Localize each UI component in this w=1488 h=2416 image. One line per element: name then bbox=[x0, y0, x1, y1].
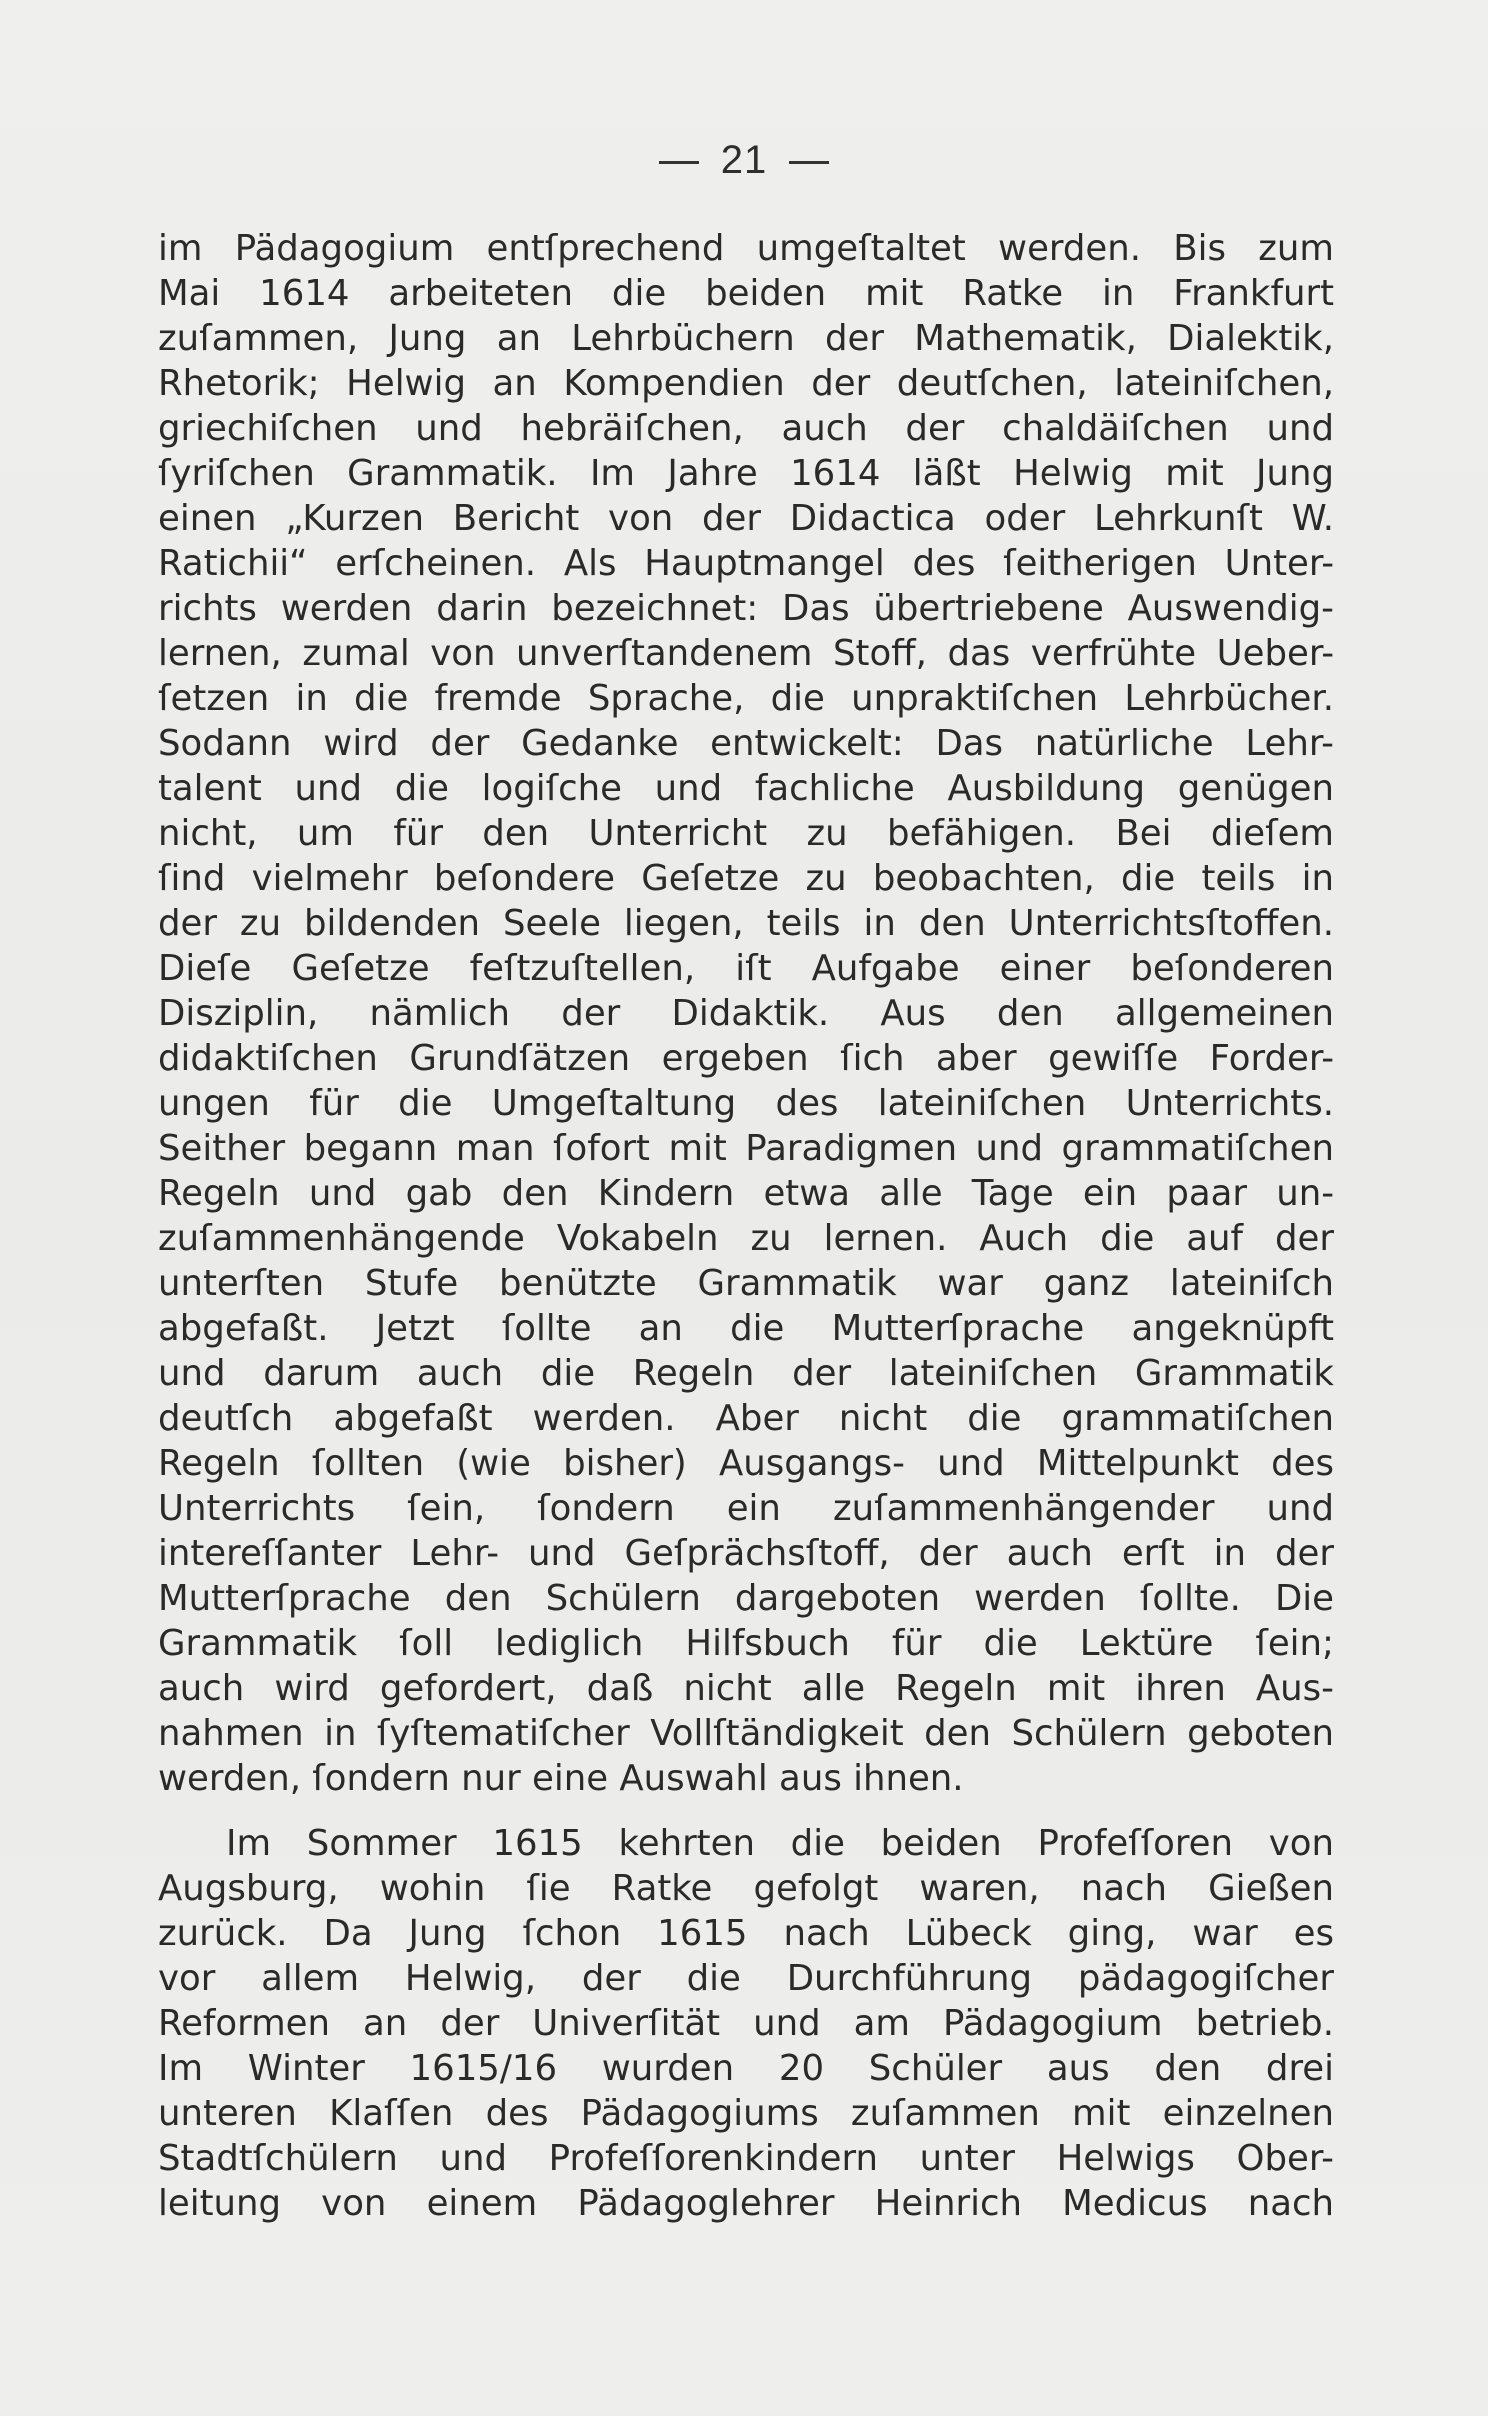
text-line: Im Sommer 1615 kehrten die beiden Profeſſoren von bbox=[226, 1823, 1334, 1864]
text-line: auch wird gefordert, daß nicht alle Regeln mit ihren Aus- bbox=[158, 1668, 1334, 1709]
text-line: im Pädagogium entſprechend umgeſtaltet werden. Bis zum bbox=[158, 228, 1334, 269]
text-line: zuſammenhängende Vokabeln zu lernen. Auch die auf der bbox=[158, 1218, 1334, 1259]
text-line: leitung von einem Pädagoglehrer Heinrich Medicus nach bbox=[158, 2183, 1334, 2224]
text-line: nahmen in ſyſtematiſcher Vollſtändigkeit den Schülern geboten bbox=[158, 1713, 1334, 1754]
text-line: ſyriſchen Grammatik. Im Jahre 1614 läßt Helwig mit Jung bbox=[158, 453, 1334, 494]
paragraph-gap bbox=[158, 1801, 1334, 1821]
text-line: Mai 1614 arbeiteten die beiden mit Ratke in Frankfurt bbox=[158, 273, 1334, 314]
text-line: richts werden darin bezeichnet: Das übertriebene Auswendig- bbox=[158, 588, 1334, 629]
text-line: unteren Klaſſen des Pädagogiums zuſammen mit einzelnen bbox=[158, 2093, 1334, 2134]
text-line: Stadtſchülern und Profeſſorenkindern unter Helwigs Ober- bbox=[158, 2138, 1334, 2179]
page-number-header bbox=[0, 138, 1488, 183]
text-line: nicht, um für den Unterricht zu befähigen. Bei dieſem bbox=[158, 813, 1334, 854]
dash-left bbox=[659, 161, 699, 164]
text-line: zurück. Da Jung ſchon 1615 nach Lübeck ging, war es bbox=[158, 1913, 1334, 1954]
text-line: griechiſchen und hebräiſchen, auch der chaldäiſchen und bbox=[158, 408, 1334, 449]
text-line: intereſſanter Lehr- und Geſprächsſtoff, der auch erſt in der bbox=[158, 1533, 1334, 1574]
text-line: und darum auch die Regeln der lateiniſchen Grammatik bbox=[158, 1353, 1334, 1394]
text-line: Regeln ſollten (wie bisher) Ausgangs- und Mittelpunkt des bbox=[158, 1443, 1334, 1484]
text-line: Dieſe Geſetze feſtzuſtellen, iſt Aufgabe einer beſonderen bbox=[158, 948, 1334, 989]
dash-right bbox=[789, 161, 829, 164]
text-line: Unterrichts ſein, ſondern ein zuſammenhängender und bbox=[158, 1488, 1334, 1529]
text-line: werden, ſondern nur eine Auswahl aus ihnen. bbox=[158, 1758, 964, 1799]
text-line: ſind vielmehr beſondere Geſetze zu beobachten, die teils in bbox=[158, 858, 1334, 899]
text-line: didaktiſchen Grundſätzen ergeben ſich aber gewiſſe Forder- bbox=[158, 1038, 1334, 1079]
body-text bbox=[158, 226, 1334, 2226]
page-number: 21 bbox=[720, 138, 768, 182]
text-line: vor allem Helwig, der die Durchführung pädagogiſcher bbox=[158, 1958, 1334, 1999]
text-line: Reformen an der Univerſität und am Pädagogium betrieb. bbox=[158, 2003, 1334, 2044]
text-line: Disziplin, nämlich der Didaktik. Aus den allgemeinen bbox=[158, 993, 1334, 1034]
text-line: abgefaßt. Jetzt ſollte an die Mutterſprache angeknüpft bbox=[158, 1308, 1334, 1349]
text-line: Im Winter 1615/16 wurden 20 Schüler aus den drei bbox=[158, 2048, 1334, 2089]
text-line: Grammatik ſoll lediglich Hilfsbuch für die Lektüre ſein; bbox=[158, 1623, 1334, 1664]
text-line: deutſch abgefaßt werden. Aber nicht die grammatiſchen bbox=[158, 1398, 1334, 1439]
text-line: Regeln und gab den Kindern etwa alle Tage ein paar un- bbox=[158, 1173, 1334, 1214]
paragraph-2 bbox=[158, 1821, 1334, 2226]
text-line: Ratichii“ erſcheinen. Als Hauptmangel des ſeitherigen Unter- bbox=[158, 543, 1334, 584]
text-line: Seither begann man ſofort mit Paradigmen und grammatiſchen bbox=[158, 1128, 1334, 1169]
text-line: talent und die logiſche und fachliche Ausbildung genügen bbox=[158, 768, 1334, 809]
text-line: der zu bildenden Seele liegen, teils in den Unterrichtsſtoffen. bbox=[158, 903, 1334, 944]
text-line: Sodann wird der Gedanke entwickelt: Das natürliche Lehr- bbox=[158, 723, 1334, 764]
paragraph-1 bbox=[158, 226, 1334, 1801]
text-line: ungen für die Umgeſtaltung des lateiniſchen Unterrichts. bbox=[158, 1083, 1334, 1124]
text-line: zuſammen, Jung an Lehrbüchern der Mathematik, Dialektik, bbox=[158, 318, 1334, 359]
text-line: unterſten Stufe benützte Grammatik war ganz lateiniſch bbox=[158, 1263, 1334, 1304]
text-line: Augsburg, wohin ſie Ratke gefolgt waren, nach Gießen bbox=[158, 1868, 1334, 1909]
text-line: einen „Kurzen Bericht von der Didactica oder Lehrkunſt W. bbox=[158, 498, 1334, 539]
text-line: Mutterſprache den Schülern dargeboten werden ſollte. Die bbox=[158, 1578, 1334, 1619]
text-line: Rhetorik; Helwig an Kompendien der deutſchen, lateiniſchen, bbox=[158, 363, 1334, 404]
text-line: lernen, zumal von unverſtandenem Stoff, das verfrühte Ueber- bbox=[158, 633, 1334, 674]
text-line: ſetzen in die fremde Sprache, die unpraktiſchen Lehrbücher. bbox=[158, 678, 1334, 719]
